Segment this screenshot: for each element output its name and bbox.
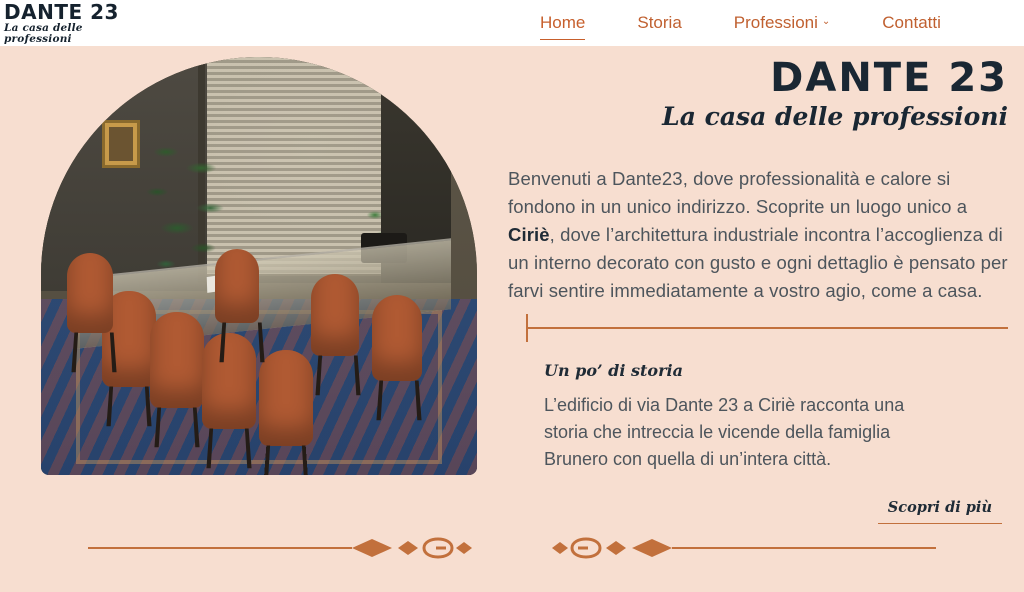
hero-photo-canvas <box>41 57 477 475</box>
section-divider <box>526 327 1008 329</box>
photo-chair <box>215 249 259 323</box>
page-subtitle: La casa delle professioni <box>662 102 1008 131</box>
hero-text-column <box>508 55 1008 517</box>
nav-item-contatti[interactable] <box>882 13 941 33</box>
logo-subtitle: La casa delle professioni <box>4 22 83 45</box>
main-navigation <box>540 0 941 46</box>
nav-item-contatti-label: Contatti <box>882 13 941 32</box>
intro-highlight: Ciriè <box>508 223 550 245</box>
nav-item-home[interactable] <box>540 13 585 33</box>
photo-chair <box>372 295 422 381</box>
nav-item-home-label: Home <box>540 13 586 32</box>
photo-chair <box>311 274 359 356</box>
photo-chair <box>259 350 313 446</box>
nav-item-storia-label: Storia <box>637 13 682 32</box>
intro-paragraph <box>508 165 1008 306</box>
discover-more-button[interactable]: Scopri di più <box>878 495 1002 524</box>
nav-item-storia[interactable] <box>637 13 681 33</box>
story-body: L’edificio di via Dante 23 a Ciriè racconta una storia che intreccia le vicende della famiglia Brunero con quella di un’intera città. <box>544 395 905 470</box>
site-logo[interactable] <box>4 2 134 44</box>
page-title: DANTE 23 <box>770 55 1008 101</box>
site-header <box>0 0 1024 46</box>
chevron-down-icon: ⌄ <box>821 16 831 27</box>
photo-chair <box>150 312 204 408</box>
nav-item-professioni[interactable] <box>734 13 831 33</box>
intro-text-part1: Benvenuti a Dante23, dove professionalità e calore si fondono in un unico indirizzo. Scoprite un luogo unico a <box>508 167 968 217</box>
intro-text-part2: , dove l’architettura industriale incontra l’accoglienza di un interno decorato con gusto e ogni dettaglio è pensato per farvi sentire immediatamente a vostro agio, come a casa. <box>508 223 1008 301</box>
story-section <box>508 327 1008 517</box>
nav-item-professioni-label: Professioni <box>733 13 818 32</box>
photo-chair <box>67 253 113 333</box>
decorative-ornament-divider <box>0 528 1024 568</box>
story-title: Un po’ di storia <box>544 361 683 381</box>
hero-photo <box>41 57 477 475</box>
logo-title: DANTE 23 <box>4 0 119 24</box>
section-divider-tick <box>526 314 528 342</box>
